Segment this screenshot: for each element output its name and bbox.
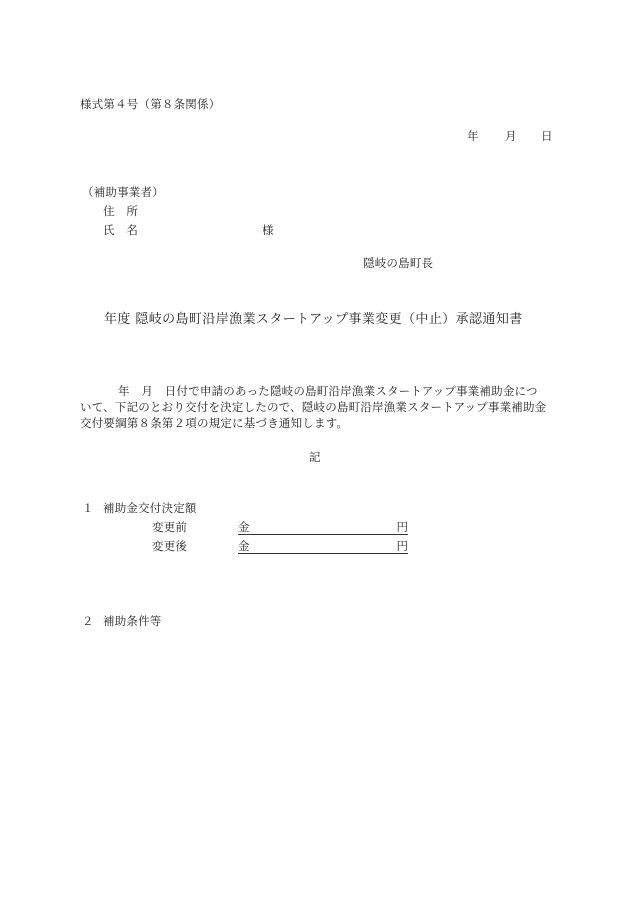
amount-after-field — [238, 539, 408, 554]
ki-heading: 記 — [309, 450, 321, 464]
issuer-name: 隠岐の島町長 — [363, 256, 434, 270]
amount-after-label: 変更後 — [152, 539, 188, 553]
recipient-heading: （補助事業者） — [82, 185, 164, 199]
recipient-address-label: 住 所 — [103, 204, 139, 218]
date-month-label: 月 — [505, 129, 517, 143]
body-line-3: 交付要綱第８条第２項の規定に基づき通知します。 — [80, 416, 349, 430]
amount-after-unit: 円 — [396, 539, 408, 553]
amount-before-unit: 円 — [396, 520, 408, 534]
amount-after-prefix: 金 — [238, 539, 250, 553]
body-paragraph — [80, 383, 558, 431]
date-year-label: 年 — [467, 129, 479, 143]
recipient-name-label: 氏 名 — [103, 223, 139, 237]
amount-before-field — [238, 520, 408, 535]
section-1-label: 補助金交付決定額 — [103, 501, 197, 515]
section-2-label: 補助条件等 — [103, 614, 162, 628]
date-day-label: 日 — [541, 129, 553, 143]
body-line-2: いて、下記のとおり交付を決定したので、隠岐の島町沿岸漁業スタートアップ事業補助金 — [80, 400, 547, 414]
section-2-number: ２ — [82, 614, 94, 628]
form-number: 様式第４号（第８条関係） — [80, 97, 221, 111]
recipient-honorific: 様 — [262, 223, 274, 237]
section-1-number: １ — [82, 501, 94, 515]
amount-before-prefix: 金 — [238, 520, 250, 534]
document-title: 年度 隠岐の島町沿岸漁業スタートアップ事業変更（中止）承認通知書 — [104, 312, 523, 327]
amount-before-label: 変更前 — [152, 520, 188, 534]
body-line-1: 年 月 日付で申請のあった隠岐の島町沿岸漁業スタートアップ事業補助金につ — [118, 384, 538, 398]
